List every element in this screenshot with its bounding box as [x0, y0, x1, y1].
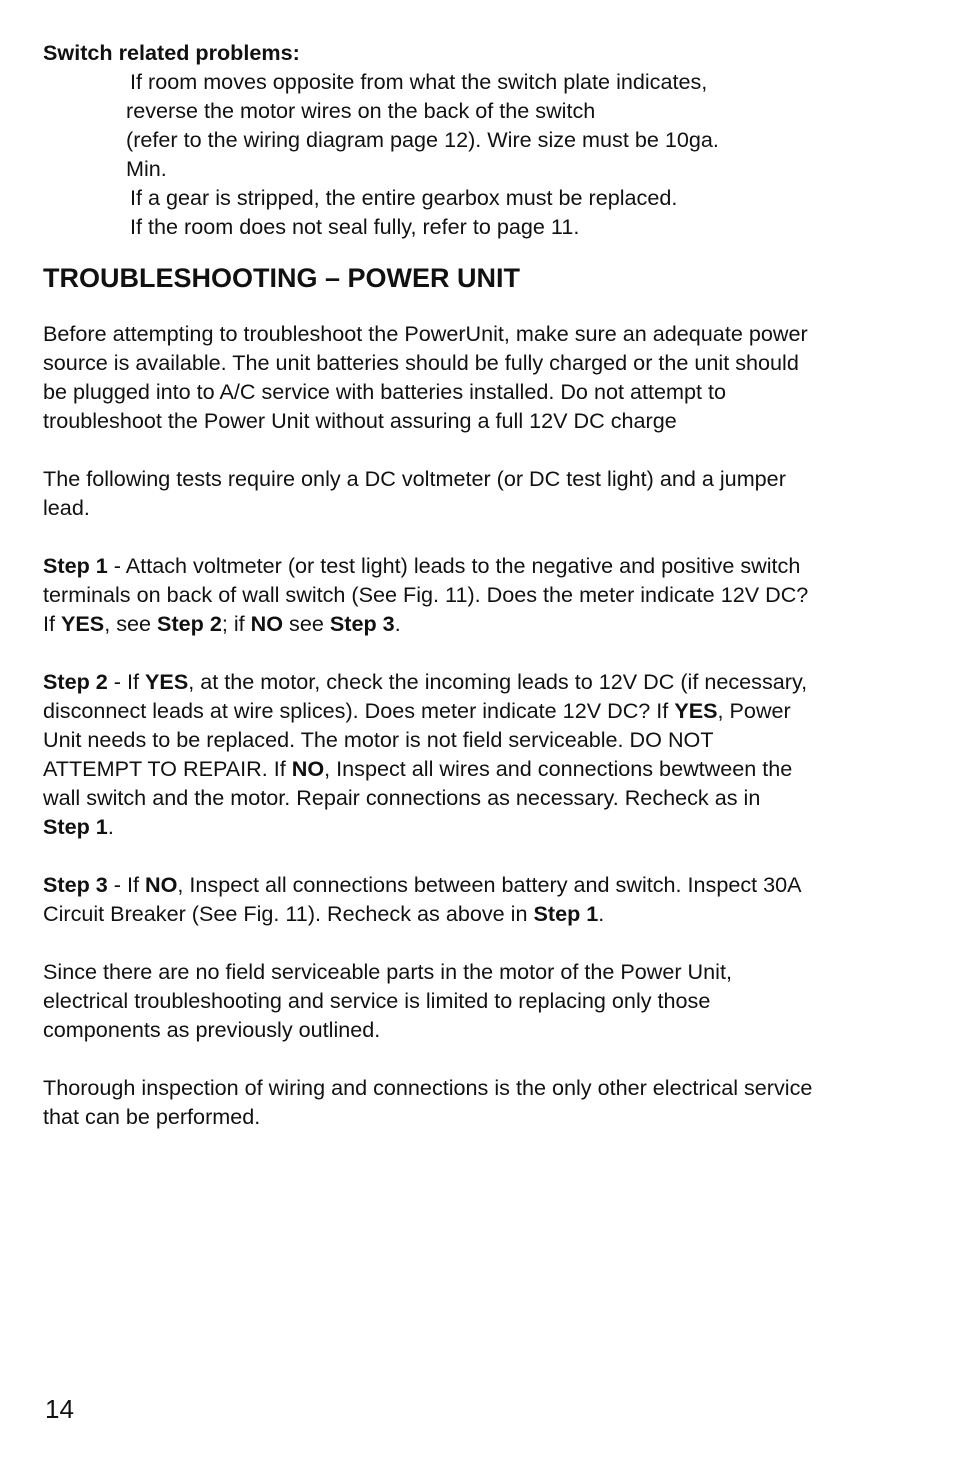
- step1-if: If: [43, 611, 61, 636]
- paragraph-line: [43, 899, 923, 928]
- step3-step1-ref: Step 1: [533, 901, 599, 926]
- paragraph-line: wall switch and the motor. Repair connections as necessary. Recheck as in: [43, 785, 761, 810]
- step1-paragraph: [43, 551, 923, 638]
- step1-step3-ref: Step 3: [329, 611, 395, 636]
- troubleshooting-heading: TROUBLESHOOTING – POWER UNIT: [43, 263, 521, 293]
- step2-label: Step 2: [43, 669, 108, 694]
- paragraph-line: Since there are no field serviceable parts in the motor of the Power Unit,: [43, 959, 732, 984]
- paragraph-line: [43, 754, 923, 783]
- paragraph-line: components as previously outlined.: [43, 1017, 381, 1042]
- step3-text-a: - If: [107, 872, 146, 897]
- step1-label: Step 1: [43, 553, 108, 578]
- intro-paragraph: [43, 319, 923, 435]
- switch-line: (refer to the wiring diagram page 12). Wire size must be 10ga.: [126, 127, 719, 152]
- step2-step1-ref: Step 1: [43, 814, 108, 839]
- step2-line2-b: , Power: [717, 698, 791, 723]
- paragraph-line: source is available. The unit batteries should be fully charged or the unit should: [43, 350, 799, 375]
- step2-line4-b: , Inspect all wires and connections bewtween the: [324, 756, 793, 781]
- step2-text-a: - If: [107, 669, 146, 694]
- step2-paragraph: [43, 667, 923, 841]
- step2-text-b: , at the motor, check the incoming leads to 12V DC (if necessary,: [188, 669, 808, 694]
- thorough-paragraph: [43, 1073, 923, 1131]
- step1-no: NO: [250, 611, 284, 636]
- switch-line: If room moves opposite from what the switch plate indicates,: [130, 69, 708, 94]
- step2-line4-no: NO: [291, 756, 325, 781]
- paragraph-line: [43, 667, 923, 696]
- paragraph-line: [43, 551, 923, 580]
- paragraph-line: The following tests require only a DC voltmeter (or DC test light) and a jumper: [43, 466, 786, 491]
- switch-line: reverse the motor wires on the back of the switch: [126, 98, 596, 123]
- step2-line4-a: ATTEMPT TO REPAIR. If: [43, 756, 292, 781]
- step3-label: Step 3: [43, 872, 108, 897]
- paragraph-line: lead.: [43, 495, 90, 520]
- step1-semi-if: ; if: [221, 611, 251, 636]
- step1-see2: see: [283, 611, 330, 636]
- paragraph-line: that can be performed.: [43, 1104, 261, 1129]
- step1-yes: YES: [61, 611, 105, 636]
- paragraph-line: Unit needs to be replaced. The motor is not field serviceable. DO NOT: [43, 727, 714, 752]
- step3-line2-a: Circuit Breaker (See Fig. 11). Recheck as above in: [43, 901, 534, 926]
- switch-line: Min.: [126, 156, 167, 181]
- step1-see: , see: [104, 611, 158, 636]
- since-paragraph: [43, 957, 923, 1044]
- paragraph-line: troubleshoot the Power Unit without assuring a full 12V DC charge: [43, 408, 677, 433]
- paragraph-line: [43, 609, 923, 638]
- tests-paragraph: [43, 464, 923, 522]
- paragraph-line: [43, 696, 923, 725]
- switch-line: If the room does not seal fully, refer to page 11.: [130, 214, 580, 239]
- page-number: 14: [45, 1394, 74, 1424]
- paragraph-line: Thorough inspection of wiring and connections is the only other electrical service: [43, 1075, 813, 1100]
- switch-problems-section: [43, 38, 923, 241]
- step3-paragraph: [43, 870, 923, 928]
- step3-no: NO: [145, 872, 178, 897]
- step3-text-b: , Inspect all connections between battery and switch. Inspect 30A: [177, 872, 802, 897]
- step2-line2-yes: YES: [674, 698, 718, 723]
- paragraph-line: be plugged into to A/C service with batteries installed. Do not attempt to: [43, 379, 726, 404]
- step2-yes: YES: [145, 669, 189, 694]
- step3-period: .: [598, 901, 605, 926]
- paragraph-line: electrical troubleshooting and service is limited to replacing only those: [43, 988, 711, 1013]
- step1-step2-ref: Step 2: [157, 611, 222, 636]
- document-page: [43, 38, 923, 1160]
- paragraph-line: terminals on back of wall switch (See Fig. 11). Does the meter indicate 12V DC?: [43, 582, 809, 607]
- step1-text: - Attach voltmeter (or test light) leads to the negative and positive switch: [107, 553, 801, 578]
- switch-problems-heading: Switch related problems:: [43, 40, 300, 65]
- step2-period: .: [107, 814, 114, 839]
- paragraph-line: [43, 812, 923, 841]
- step1-period: .: [394, 611, 401, 636]
- paragraph-line: Before attempting to troubleshoot the PowerUnit, make sure an adequate power: [43, 321, 808, 346]
- switch-line: If a gear is stripped, the entire gearbox must be replaced.: [130, 185, 678, 210]
- paragraph-line: [43, 870, 923, 899]
- step2-line2-a: disconnect leads at wire splices). Does meter indicate 12V DC? If: [43, 698, 675, 723]
